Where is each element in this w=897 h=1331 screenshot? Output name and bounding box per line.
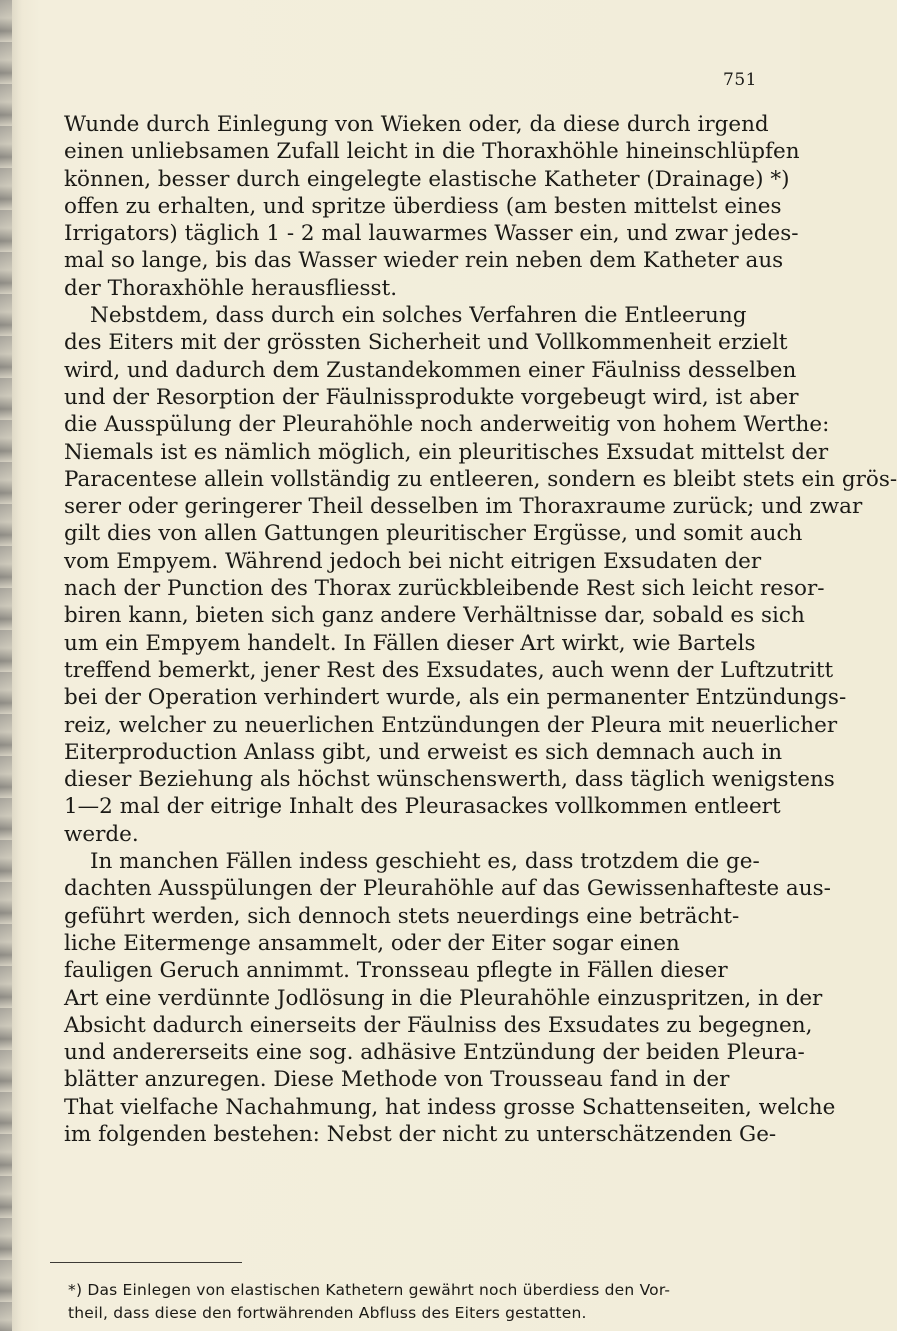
- text-line: biren kann, bieten sich ganz andere Verhältnisse dar, sobald es sich: [64, 603, 805, 629]
- text-line: und der Resorption der Fäulnissprodukte vorgebeugt wird, ist aber: [64, 384, 799, 410]
- book-binding-edge: [0, 0, 12, 1331]
- footnote: [68, 1279, 758, 1325]
- text-line: 1—2 mal der eitrige Inhalt des Pleurasackes vollkommen entleert: [64, 794, 781, 820]
- text-line: geführt werden, sich dennoch stets neuerdings eine beträcht-: [64, 903, 740, 929]
- page-number: 751: [723, 70, 757, 90]
- text-line: die Ausspülung der Pleurahöhle noch anderweitig von hohem Werthe:: [64, 412, 830, 438]
- text-line: Nebstdem, dass durch ein solches Verfahren die Entleerung: [90, 303, 747, 329]
- text-line: fauligen Geruch annimmt. Tronsseau pflegte in Fällen dieser: [64, 958, 728, 984]
- text-line: liche Eitermenge ansammelt, oder der Eiter sogar einen: [64, 930, 680, 956]
- text-line: mal so lange, bis das Wasser wieder rein neben dem Katheter aus: [64, 248, 784, 274]
- text-line: dachten Ausspülungen der Pleurahöhle auf das Gewissenhafteste aus-: [64, 876, 831, 902]
- text-line: reiz, welcher zu neuerlichen Entzündungen der Pleura mit neuerlicher: [64, 712, 838, 738]
- text-line: Wunde durch Einlegung von Wieken oder, da diese durch irgend: [64, 112, 769, 137]
- text-line: Eiterproduction Anlass gibt, und erweist es sich demnach auch in: [64, 739, 783, 765]
- text-line: und andererseits eine sog. adhäsive Entzündung der beiden Pleura-: [64, 1040, 805, 1066]
- text-line: einen unliebsamen Zufall leicht in die Thoraxhöhle hineinschlüpfen: [64, 139, 800, 165]
- text-line: um ein Empyem handelt. In Fällen dieser Art wirkt, wie Bartels: [64, 630, 756, 656]
- body-text: [64, 111, 897, 1148]
- text-line: Irrigators) täglich 1 - 2 mal lauwarmes Wasser ein, und zwar jedes-: [64, 221, 799, 247]
- text-line: In manchen Fällen indess geschieht es, dass trotzdem die ge-: [90, 849, 760, 875]
- text-line: gilt dies von allen Gattungen pleuritischer Ergüsse, und somit auch: [64, 521, 803, 547]
- text-line: offen zu erhalten, und spritze überdiess (am besten mittelst eines: [64, 193, 782, 219]
- footnote-line: theil, dass diese den fortwährenden Abfluss des Eiters gestatten.: [68, 1304, 587, 1322]
- text-line: des Eiters mit der grössten Sicherheit und Vollkommenheit erzielt: [64, 330, 788, 356]
- footnote-divider: [50, 1262, 242, 1263]
- text-line: im folgenden bestehen: Nebst der nicht zu unterschätzenden Ge-: [64, 1121, 777, 1147]
- text-line: nach der Punction des Thorax zurückbleibende Rest sich leicht resor-: [64, 576, 825, 602]
- text-line: vom Empyem. Während jedoch bei nicht eitrigen Exsudaten der: [64, 548, 762, 574]
- text-line: der Thoraxhöhle herausfliesst.: [64, 275, 398, 301]
- text-line: werde.: [64, 821, 139, 847]
- text-line: bei der Operation verhindert wurde, als ein permanenter Entzündungs-: [64, 685, 847, 711]
- text-line: treffend bemerkt, jener Rest des Exsudates, auch wenn der Luftzutritt: [64, 657, 834, 683]
- text-line: serer oder geringerer Theil desselben im Thoraxraume zurück; und zwar: [64, 494, 863, 520]
- text-line: That vielfache Nachahmung, hat indess grosse Schattenseiten, welche: [64, 1094, 836, 1120]
- text-line: dieser Beziehung als höchst wünschenswerth, dass täglich wenigstens: [64, 767, 835, 793]
- text-line: Paracentese allein vollständig zu entleeren, sondern es bleibt stets ein grös-: [64, 466, 897, 492]
- text-line: blätter anzuregen. Diese Methode von Trousseau fand in der: [64, 1067, 730, 1093]
- text-line: können, besser durch eingelegte elastische Katheter (Drainage) *): [64, 166, 790, 192]
- text-line: wird, und dadurch dem Zustandekommen einer Fäulniss desselben: [64, 357, 797, 383]
- text-line: Absicht dadurch einerseits der Fäulniss des Exsudates zu begegnen,: [64, 1012, 813, 1038]
- text-line: Niemals ist es nämlich möglich, ein pleuritisches Exsudat mittelst der: [64, 439, 829, 465]
- text-line: Art eine verdünnte Jodlösung in die Pleurahöhle einzuspritzen, in der: [64, 985, 823, 1011]
- footnote-line: *) Das Einlegen von elastischen Kathetern gewährt noch überdiess den Vor-: [68, 1281, 671, 1299]
